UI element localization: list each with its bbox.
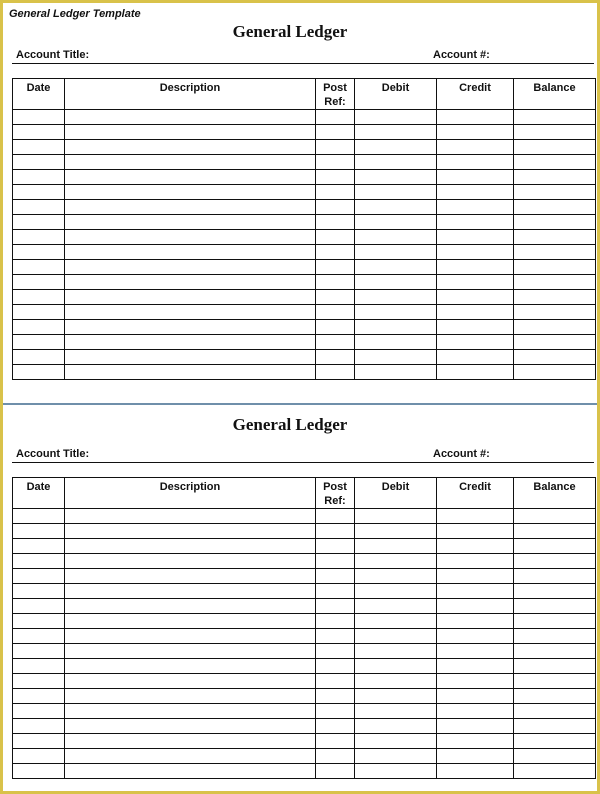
column-header-balance: Balance <box>514 478 596 509</box>
post-ref-cell[interactable] <box>316 335 355 350</box>
credit-cell[interactable] <box>437 704 514 719</box>
debit-cell[interactable] <box>355 674 437 689</box>
description-cell[interactable] <box>65 539 316 554</box>
post-ref-cell[interactable] <box>316 614 355 629</box>
description-cell[interactable] <box>65 659 316 674</box>
description-cell[interactable] <box>65 674 316 689</box>
date-cell[interactable] <box>13 185 65 200</box>
post-ref-cell[interactable] <box>316 689 355 704</box>
account-info-line <box>12 45 594 64</box>
date-cell[interactable] <box>13 704 65 719</box>
post-ref-cell[interactable] <box>316 230 355 245</box>
credit-cell[interactable] <box>437 734 514 749</box>
ledger-title: General Ledger <box>232 415 348 434</box>
post-ref-cell[interactable] <box>316 125 355 140</box>
post-ref-cell[interactable] <box>316 215 355 230</box>
account-number-label: Account #: <box>433 49 490 61</box>
ledger-body <box>13 110 596 380</box>
table-row <box>13 749 596 764</box>
table-row <box>13 260 596 275</box>
table-header-row <box>13 79 596 110</box>
table-row <box>13 275 596 290</box>
table-row <box>13 305 596 320</box>
credit-cell[interactable] <box>437 215 514 230</box>
description-cell[interactable] <box>65 704 316 719</box>
credit-cell[interactable] <box>437 719 514 734</box>
credit-cell[interactable] <box>437 644 514 659</box>
debit-cell[interactable] <box>355 509 437 524</box>
description-cell[interactable] <box>65 230 316 245</box>
balance-cell[interactable] <box>514 539 596 554</box>
balance-cell[interactable] <box>514 215 596 230</box>
post-ref-cell[interactable] <box>316 185 355 200</box>
debit-cell[interactable] <box>355 215 437 230</box>
column-header-description: Description <box>65 478 316 509</box>
date-cell[interactable] <box>13 335 65 350</box>
post-ref-cell[interactable] <box>316 305 355 320</box>
credit-cell[interactable] <box>437 275 514 290</box>
debit-cell[interactable] <box>355 275 437 290</box>
post-ref-cell[interactable] <box>316 155 355 170</box>
description-cell[interactable] <box>65 155 316 170</box>
balance-cell[interactable] <box>514 764 596 779</box>
post-ref-cell[interactable] <box>316 734 355 749</box>
balance-cell[interactable] <box>514 170 596 185</box>
column-header-credit: Credit <box>437 478 514 509</box>
description-cell[interactable] <box>65 170 316 185</box>
credit-cell[interactable] <box>437 260 514 275</box>
post-ref-cell[interactable] <box>316 749 355 764</box>
description-cell[interactable] <box>65 290 316 305</box>
table-row <box>13 734 596 749</box>
ledger-title: General Ledger <box>232 22 348 41</box>
credit-cell[interactable] <box>437 569 514 584</box>
balance-cell[interactable] <box>514 509 596 524</box>
balance-cell[interactable] <box>514 674 596 689</box>
table-row <box>13 659 596 674</box>
table-row <box>13 584 596 599</box>
table-row <box>13 764 596 779</box>
column-header-date: Date <box>13 478 65 509</box>
post-ref-cell[interactable] <box>316 599 355 614</box>
table-row <box>13 614 596 629</box>
date-cell[interactable] <box>13 764 65 779</box>
description-cell[interactable] <box>65 260 316 275</box>
balance-cell[interactable] <box>514 230 596 245</box>
account-title-label: Account Title: <box>16 448 90 460</box>
credit-cell[interactable] <box>437 305 514 320</box>
ledger-table <box>12 78 596 380</box>
table-row <box>13 509 596 524</box>
debit-cell[interactable] <box>355 200 437 215</box>
post-ref-cell[interactable] <box>316 584 355 599</box>
debit-cell[interactable] <box>355 170 437 185</box>
debit-cell[interactable] <box>355 335 437 350</box>
description-cell[interactable] <box>65 365 316 380</box>
table-row <box>13 674 596 689</box>
post-ref-cell[interactable] <box>316 140 355 155</box>
debit-cell[interactable] <box>355 290 437 305</box>
description-cell[interactable] <box>65 185 316 200</box>
column-header-post-ref <box>316 79 355 110</box>
post-ref-cell[interactable] <box>316 524 355 539</box>
debit-cell[interactable] <box>355 155 437 170</box>
debit-cell[interactable] <box>355 350 437 365</box>
post-ref-cell[interactable] <box>316 290 355 305</box>
date-cell[interactable] <box>13 155 65 170</box>
date-cell[interactable] <box>13 689 65 704</box>
column-header-credit: Credit <box>437 79 514 110</box>
date-cell[interactable] <box>13 140 65 155</box>
post-ref-cell[interactable] <box>316 764 355 779</box>
description-cell[interactable] <box>65 245 316 260</box>
balance-cell[interactable] <box>514 125 596 140</box>
description-cell[interactable] <box>65 569 316 584</box>
credit-cell[interactable] <box>437 230 514 245</box>
table-row <box>13 170 596 185</box>
credit-cell[interactable] <box>437 749 514 764</box>
post-ref-cell[interactable] <box>316 320 355 335</box>
credit-cell[interactable] <box>437 320 514 335</box>
credit-cell[interactable] <box>437 614 514 629</box>
debit-cell[interactable] <box>355 584 437 599</box>
table-row <box>13 644 596 659</box>
balance-cell[interactable] <box>514 629 596 644</box>
credit-cell[interactable] <box>437 140 514 155</box>
table-row <box>13 350 596 365</box>
date-cell[interactable] <box>13 614 65 629</box>
post-ref-cell[interactable] <box>316 200 355 215</box>
post-ref-cell[interactable] <box>316 365 355 380</box>
table-row <box>13 245 596 260</box>
account-info-line <box>12 444 594 463</box>
table-row <box>13 719 596 734</box>
balance-cell[interactable] <box>514 719 596 734</box>
post-ref-cell[interactable] <box>316 170 355 185</box>
date-cell[interactable] <box>13 350 65 365</box>
debit-cell[interactable] <box>355 659 437 674</box>
description-cell[interactable] <box>65 110 316 125</box>
description-cell[interactable] <box>65 644 316 659</box>
credit-cell[interactable] <box>437 290 514 305</box>
debit-cell[interactable] <box>355 734 437 749</box>
balance-cell[interactable] <box>514 275 596 290</box>
debit-cell[interactable] <box>355 320 437 335</box>
balance-cell[interactable] <box>514 659 596 674</box>
balance-cell[interactable] <box>514 185 596 200</box>
debit-cell[interactable] <box>355 125 437 140</box>
description-cell[interactable] <box>65 584 316 599</box>
table-row <box>13 200 596 215</box>
credit-cell[interactable] <box>437 125 514 140</box>
table-row <box>13 125 596 140</box>
post-ref-cell[interactable] <box>316 674 355 689</box>
description-cell[interactable] <box>65 524 316 539</box>
date-cell[interactable] <box>13 719 65 734</box>
description-cell[interactable] <box>65 335 316 350</box>
credit-cell[interactable] <box>437 554 514 569</box>
table-row <box>13 215 596 230</box>
date-cell[interactable] <box>13 305 65 320</box>
balance-cell[interactable] <box>514 734 596 749</box>
ledger-table <box>12 477 596 779</box>
table-row <box>13 140 596 155</box>
debit-cell[interactable] <box>355 305 437 320</box>
post-ref-line2: Ref: <box>324 96 346 108</box>
description-cell[interactable] <box>65 200 316 215</box>
balance-cell[interactable] <box>514 554 596 569</box>
post-ref-line1: Post <box>323 481 347 493</box>
credit-cell[interactable] <box>437 524 514 539</box>
credit-cell[interactable] <box>437 764 514 779</box>
post-ref-cell[interactable] <box>316 509 355 524</box>
table-row <box>13 155 596 170</box>
table-row <box>13 689 596 704</box>
date-cell[interactable] <box>13 674 65 689</box>
balance-cell[interactable] <box>514 584 596 599</box>
column-header-post-ref <box>316 478 355 509</box>
description-cell[interactable] <box>65 689 316 704</box>
balance-cell[interactable] <box>514 704 596 719</box>
description-cell[interactable] <box>65 614 316 629</box>
balance-cell[interactable] <box>514 524 596 539</box>
debit-cell[interactable] <box>355 245 437 260</box>
date-cell[interactable] <box>13 659 65 674</box>
debit-cell[interactable] <box>355 554 437 569</box>
debit-cell[interactable] <box>355 569 437 584</box>
balance-cell[interactable] <box>514 599 596 614</box>
debit-cell[interactable] <box>355 185 437 200</box>
debit-cell[interactable] <box>355 365 437 380</box>
post-ref-cell[interactable] <box>316 569 355 584</box>
balance-cell[interactable] <box>514 644 596 659</box>
post-ref-cell[interactable] <box>316 260 355 275</box>
post-ref-cell[interactable] <box>316 704 355 719</box>
date-cell[interactable] <box>13 170 65 185</box>
description-cell[interactable] <box>65 125 316 140</box>
description-cell[interactable] <box>65 554 316 569</box>
post-ref-cell[interactable] <box>316 659 355 674</box>
balance-cell[interactable] <box>514 350 596 365</box>
credit-cell[interactable] <box>437 155 514 170</box>
date-cell[interactable] <box>13 554 65 569</box>
debit-cell[interactable] <box>355 140 437 155</box>
debit-cell[interactable] <box>355 764 437 779</box>
balance-cell[interactable] <box>514 155 596 170</box>
debit-cell[interactable] <box>355 689 437 704</box>
balance-cell[interactable] <box>514 749 596 764</box>
post-ref-cell[interactable] <box>316 719 355 734</box>
debit-cell[interactable] <box>355 260 437 275</box>
date-cell[interactable] <box>13 569 65 584</box>
balance-cell[interactable] <box>514 569 596 584</box>
credit-cell[interactable] <box>437 245 514 260</box>
credit-cell[interactable] <box>437 629 514 644</box>
credit-cell[interactable] <box>437 689 514 704</box>
date-cell[interactable] <box>13 599 65 614</box>
debit-cell[interactable] <box>355 704 437 719</box>
debit-cell[interactable] <box>355 230 437 245</box>
date-cell[interactable] <box>13 215 65 230</box>
date-cell[interactable] <box>13 524 65 539</box>
post-ref-cell[interactable] <box>316 275 355 290</box>
column-header-debit: Debit <box>355 79 437 110</box>
debit-cell[interactable] <box>355 629 437 644</box>
table-row <box>13 290 596 305</box>
credit-cell[interactable] <box>437 350 514 365</box>
date-cell[interactable] <box>13 365 65 380</box>
table-row <box>13 704 596 719</box>
table-row <box>13 569 596 584</box>
debit-cell[interactable] <box>355 749 437 764</box>
credit-cell[interactable] <box>437 584 514 599</box>
credit-cell[interactable] <box>437 539 514 554</box>
description-cell[interactable] <box>65 764 316 779</box>
post-ref-cell[interactable] <box>316 554 355 569</box>
table-row <box>13 335 596 350</box>
table-row <box>13 230 596 245</box>
column-header-date: Date <box>13 79 65 110</box>
date-cell[interactable] <box>13 509 65 524</box>
column-header-description: Description <box>65 79 316 110</box>
balance-cell[interactable] <box>514 290 596 305</box>
post-ref-cell[interactable] <box>316 539 355 554</box>
credit-cell[interactable] <box>437 659 514 674</box>
date-cell[interactable] <box>13 749 65 764</box>
ledger-body <box>13 509 596 779</box>
account-title-label: Account Title: <box>16 49 90 61</box>
date-cell[interactable] <box>13 539 65 554</box>
date-cell[interactable] <box>13 734 65 749</box>
date-cell[interactable] <box>13 110 65 125</box>
post-ref-cell[interactable] <box>316 110 355 125</box>
debit-cell[interactable] <box>355 539 437 554</box>
debit-cell[interactable] <box>355 719 437 734</box>
balance-cell[interactable] <box>514 305 596 320</box>
post-ref-cell[interactable] <box>316 350 355 365</box>
credit-cell[interactable] <box>437 335 514 350</box>
description-cell[interactable] <box>65 215 316 230</box>
balance-cell[interactable] <box>514 260 596 275</box>
date-cell[interactable] <box>13 290 65 305</box>
column-header-balance: Balance <box>514 79 596 110</box>
description-cell[interactable] <box>65 320 316 335</box>
date-cell[interactable] <box>13 260 65 275</box>
balance-cell[interactable] <box>514 335 596 350</box>
description-cell[interactable] <box>65 140 316 155</box>
document-label: General Ledger Template <box>9 8 141 20</box>
table-row <box>13 110 596 125</box>
table-row <box>13 629 596 644</box>
date-cell[interactable] <box>13 245 65 260</box>
date-cell[interactable] <box>13 200 65 215</box>
balance-cell[interactable] <box>514 365 596 380</box>
credit-cell[interactable] <box>437 110 514 125</box>
description-cell[interactable] <box>65 509 316 524</box>
description-cell[interactable] <box>65 629 316 644</box>
date-cell[interactable] <box>13 629 65 644</box>
description-cell[interactable] <box>65 275 316 290</box>
description-cell[interactable] <box>65 350 316 365</box>
credit-cell[interactable] <box>437 185 514 200</box>
table-row <box>13 185 596 200</box>
description-cell[interactable] <box>65 719 316 734</box>
table-header-row <box>13 478 596 509</box>
balance-cell[interactable] <box>514 110 596 125</box>
balance-cell[interactable] <box>514 200 596 215</box>
balance-cell[interactable] <box>514 689 596 704</box>
date-cell[interactable] <box>13 125 65 140</box>
credit-cell[interactable] <box>437 509 514 524</box>
post-ref-cell[interactable] <box>316 629 355 644</box>
debit-cell[interactable] <box>355 614 437 629</box>
debit-cell[interactable] <box>355 110 437 125</box>
balance-cell[interactable] <box>514 614 596 629</box>
description-cell[interactable] <box>65 305 316 320</box>
debit-cell[interactable] <box>355 524 437 539</box>
table-row <box>13 599 596 614</box>
post-ref-line2: Ref: <box>324 495 346 507</box>
date-cell[interactable] <box>13 584 65 599</box>
table-row <box>13 365 596 380</box>
table-row <box>13 524 596 539</box>
credit-cell[interactable] <box>437 200 514 215</box>
account-number-label: Account #: <box>433 448 490 460</box>
description-cell[interactable] <box>65 734 316 749</box>
date-cell[interactable] <box>13 275 65 290</box>
section-divider <box>3 403 597 405</box>
post-ref-line1: Post <box>323 82 347 94</box>
credit-cell[interactable] <box>437 599 514 614</box>
date-cell[interactable] <box>13 320 65 335</box>
balance-cell[interactable] <box>514 140 596 155</box>
table-row <box>13 554 596 569</box>
date-cell[interactable] <box>13 230 65 245</box>
table-row <box>13 539 596 554</box>
debit-cell[interactable] <box>355 644 437 659</box>
table-row <box>13 320 596 335</box>
description-cell[interactable] <box>65 749 316 764</box>
credit-cell[interactable] <box>437 365 514 380</box>
column-header-debit: Debit <box>355 478 437 509</box>
post-ref-cell[interactable] <box>316 245 355 260</box>
description-cell[interactable] <box>65 599 316 614</box>
balance-cell[interactable] <box>514 320 596 335</box>
debit-cell[interactable] <box>355 599 437 614</box>
balance-cell[interactable] <box>514 245 596 260</box>
credit-cell[interactable] <box>437 170 514 185</box>
date-cell[interactable] <box>13 644 65 659</box>
credit-cell[interactable] <box>437 674 514 689</box>
post-ref-cell[interactable] <box>316 644 355 659</box>
